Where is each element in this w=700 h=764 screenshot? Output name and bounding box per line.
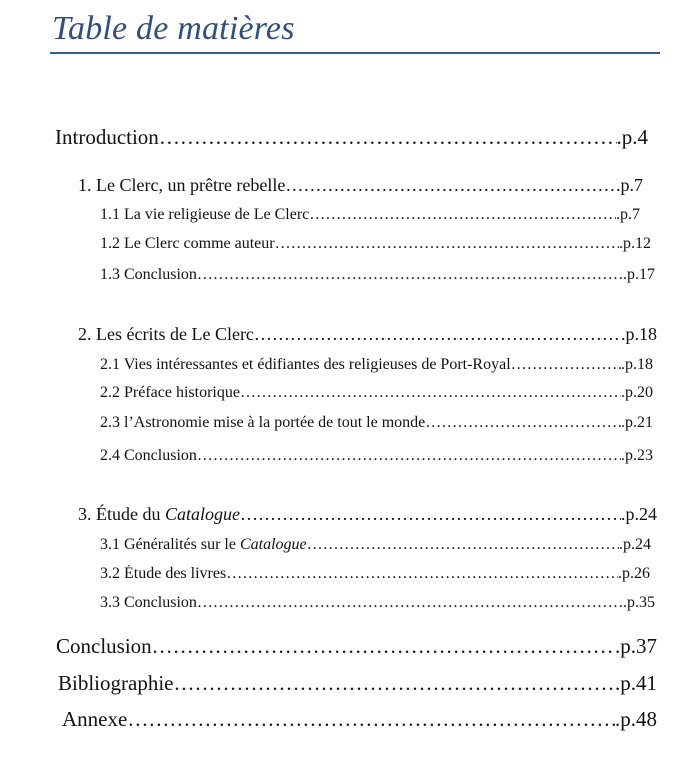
toc-label-italic: Catalogue [239,536,307,553]
toc-label-text: 3.1 Généralités sur le [100,536,240,553]
toc-label: 2.3 l’Astronomie mise à la portée de tout le monde [100,414,426,431]
toc-page-number: .p.7 [616,175,643,195]
toc-leader-dots [197,447,621,465]
toc-entry-section-1-1[interactable] [100,206,640,224]
toc-leader-dots [285,175,616,196]
toc-leader-dots [159,125,617,150]
toc-leader-dots [425,414,621,432]
toc-label-italic: Catalogue [165,504,240,524]
toc-page-number: .p.24 [621,504,657,524]
toc-leader-dots [173,671,615,696]
toc-leader-dots [240,384,621,402]
toc-leader-dots [275,235,619,253]
toc-leader-dots [309,206,616,224]
toc-leader-dots [307,536,619,554]
toc-page-number: .p.24 [619,536,651,553]
toc-entry-section-2-3[interactable] [100,414,653,432]
toc-entry-section-3-3[interactable] [100,594,655,612]
toc-entry-chapter-3[interactable] [78,504,657,525]
toc-page-number: .p.41 [615,671,657,695]
toc-page-number: .p.35 [623,594,655,611]
toc-label: 2.4 Conclusion [100,447,197,464]
toc-page-number: .p.18 [621,356,653,373]
toc-label: 2.1 Vies intéressantes et édifiantes des religieuses de Port-Royal [100,356,511,373]
toc-label: 1. Le Clerc, un prêtre rebelle [78,175,286,195]
toc-label: 1.2 Le Clerc comme auteur [100,235,275,252]
page-title: Table de matières [52,10,295,47]
toc-leader-dots [127,707,615,732]
toc-page-number: .p.18 [621,324,657,344]
toc-entry-annexe[interactable] [62,707,657,732]
toc-label [100,536,307,554]
toc-entry-section-2-1[interactable] [100,356,653,374]
toc-entry-chapter-1[interactable] [78,175,643,196]
toc-page-number: .p.12 [619,235,651,252]
toc-label: Annexe [62,707,128,731]
toc-page-number: .p.4 [616,125,648,149]
toc-label: 3.3 Conclusion [100,594,197,611]
toc-leader-dots [152,634,615,659]
toc-entry-section-1-2[interactable] [100,235,651,253]
toc-entry-chapter-2[interactable] [78,324,657,345]
toc-page-number: .p.23 [621,447,653,464]
toc-leader-dots [254,324,621,345]
toc-page-number: .p.26 [618,565,650,582]
title-underline [50,52,660,54]
toc-label [78,504,240,525]
toc-label: Bibliographie [58,671,174,695]
toc-label: Conclusion [56,634,152,658]
toc-page-number: .p.20 [621,384,653,401]
toc-leader-dots [197,594,623,612]
toc-label: 2. Les écrits de Le Clerc [78,324,254,344]
toc-entry-conclusion[interactable] [56,634,657,659]
toc-label: Introduction [55,125,159,149]
toc-leader-dots [197,266,623,284]
toc-label: 1.3 Conclusion [100,266,197,283]
toc-entry-section-3-2[interactable] [100,565,650,583]
toc-entry-section-1-3[interactable] [100,266,655,284]
toc-entry-section-2-4[interactable] [100,447,653,465]
toc-label-text: 3. Étude du [78,504,165,524]
toc-label: 3.2 Étude des livres [100,565,227,582]
toc-entry-section-3-1[interactable] [100,536,651,554]
toc-page-number: .p.17 [623,266,655,283]
toc-leader-dots [511,356,621,374]
toc-leader-dots [226,565,618,583]
toc-page-number: .p.37 [615,634,657,658]
toc-page-number: .p.48 [615,707,657,731]
toc-page-number: .p.21 [621,414,653,431]
toc-entry-section-2-2[interactable] [100,384,653,402]
toc-label: 1.1 La vie religieuse de Le Clerc [100,206,310,223]
toc-leader-dots [240,504,621,525]
toc-entry-bibliographie[interactable] [58,671,657,696]
toc-page-number: .p.7 [616,206,640,223]
toc-entry-introduction[interactable] [55,125,648,150]
toc-label: 2.2 Préface historique [100,384,240,401]
